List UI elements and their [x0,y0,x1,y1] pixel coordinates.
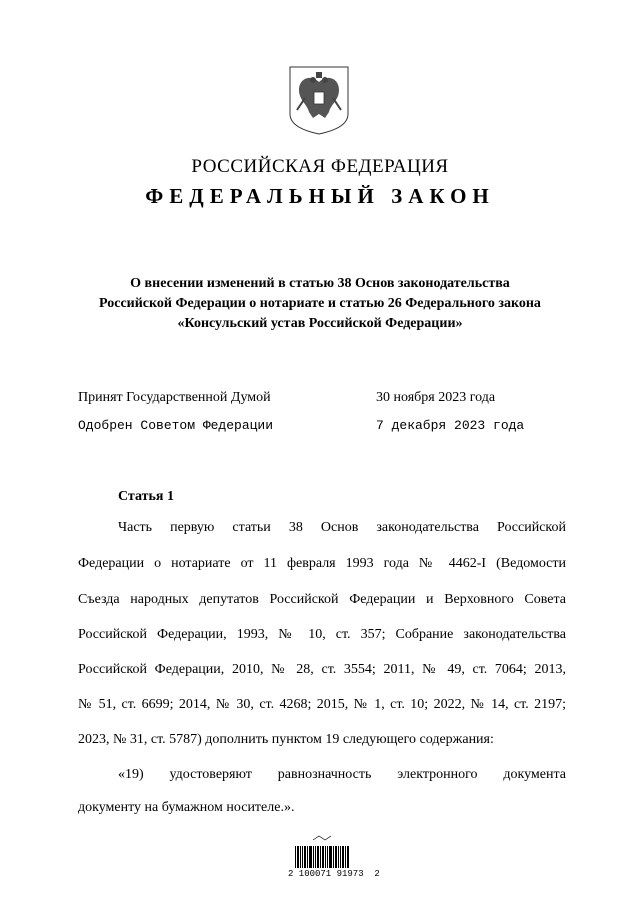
article-text-line: № 51, ст. 6699; 2014, № 30, ст. 4268; 2015, № 1, ст. 10; 2022, № 14, ст. 2197; [78,697,566,712]
duma-label: Принят Государственной Думой [78,390,271,405]
article-text-line: Федерации о нотариате от 11 февраля 1993 года № 4462-I (Ведомости [78,556,566,571]
law-title [60,274,580,334]
article-text-line: документу на бумажном носителе.». [78,800,295,815]
duma-date: 30 ноября 2023 года [376,390,496,405]
article-text-line: Российской Федерации, 1993, № 10, ст. 357; Собрание законодательства [78,627,566,642]
law-title-line: О внесении изменений в статью 38 Основ законодательства [130,276,510,291]
barcode-number: 2 100071 91973 2 [288,869,380,879]
council-label: Одобрен Советом Федерации [78,418,274,433]
document-type: ФЕДЕРАЛЬНЫЙ ЗАКОН [145,184,495,208]
article-text-line: Съезда народных депутатов Российской Федерации и Верховного Совета [78,592,566,607]
council-date: 7 декабря 2023 года [376,418,525,433]
article-text-line: «19) удостоверяют равнозначность электронного документа [118,767,566,782]
country-name: РОССИЙСКАЯ ФЕДЕРАЦИЯ [191,156,449,177]
article-text-line: Часть первую статьи 38 Основ законодательства Российской [118,520,566,535]
article-text-line: 2023, № 31, ст. 5787) дополнить пунктом 19 следующего содержания: [78,732,494,747]
law-title-line: Российской Федерации о нотариате и статью 26 Федерального закона [99,296,541,311]
coat-of-arms-icon [287,64,351,136]
article-heading: Статья 1 [118,489,174,504]
law-title-line: «Консульский устав Российской Федерации» [177,316,463,331]
article-text-line: Российской Федерации, 2010, № 28, ст. 3554; 2011, № 49, ст. 7064; 2013, [78,662,566,677]
